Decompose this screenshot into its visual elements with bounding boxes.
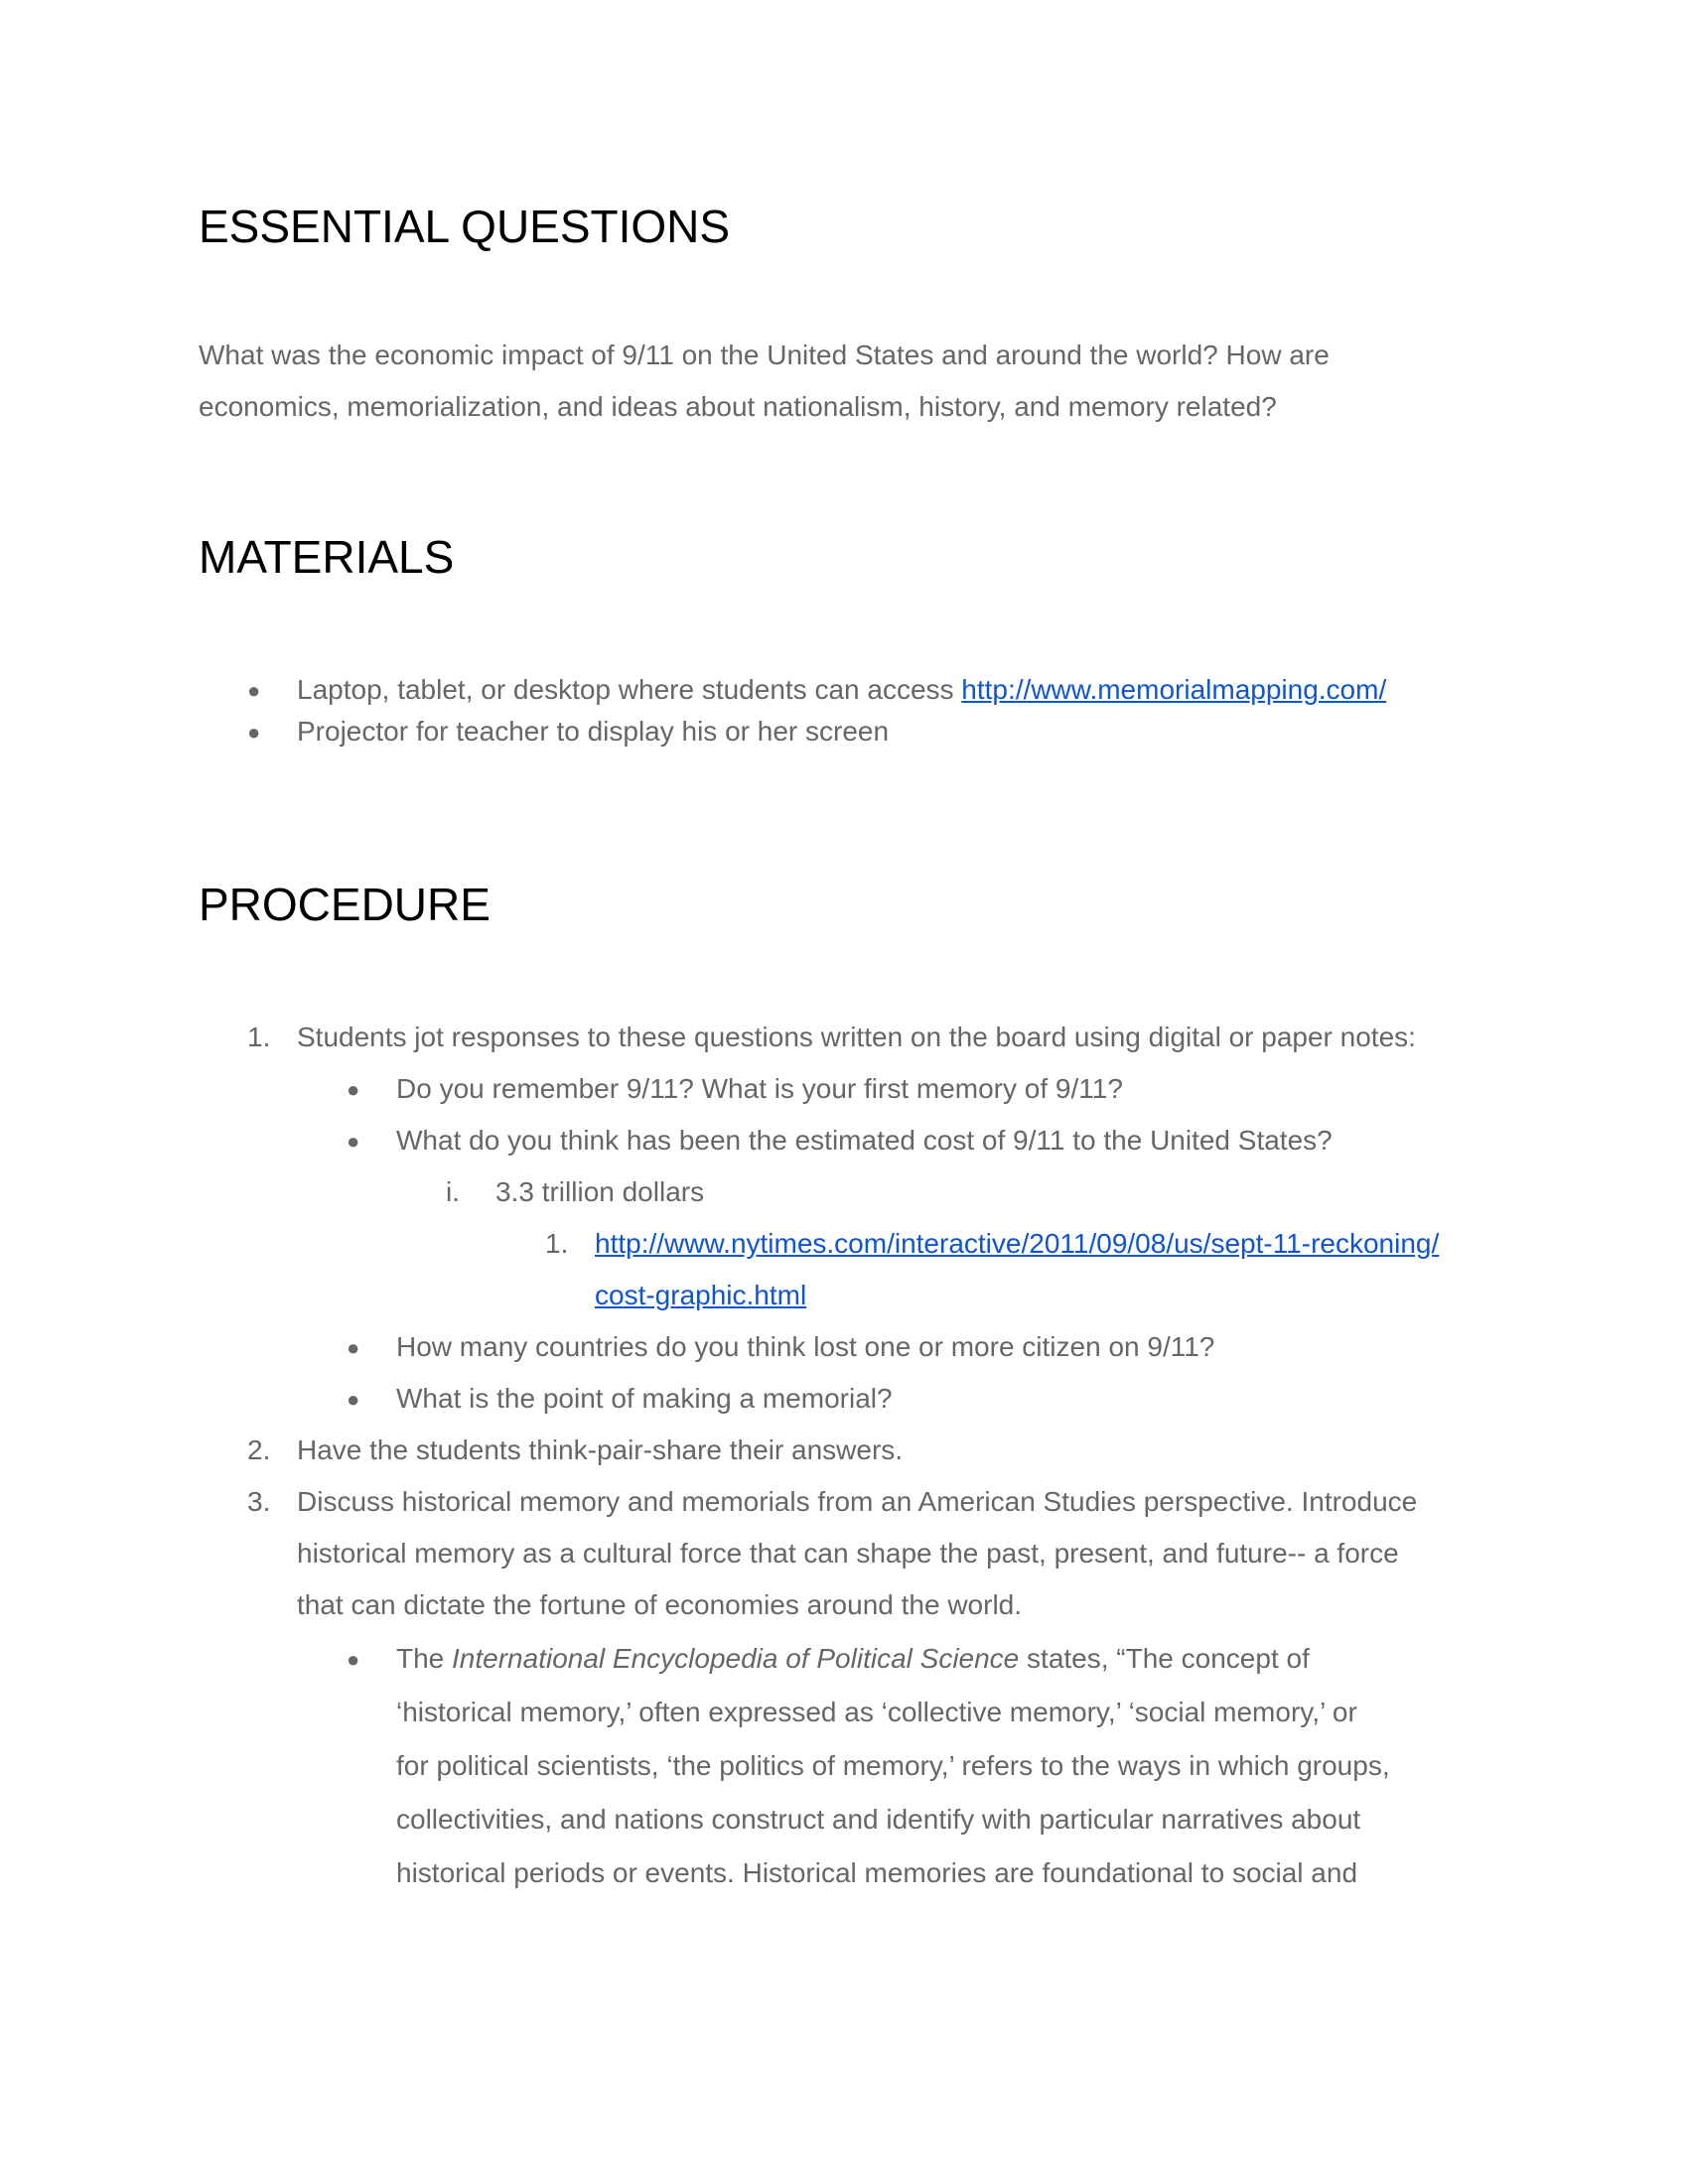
deep-list-marker: 1.: [545, 1228, 569, 1259]
essential-questions-line-2: economics, memorialization, and ideas about nationalism, history, and memory related?: [199, 391, 1277, 422]
quote-prefix: The: [396, 1643, 453, 1674]
step-1-sub-1: Do you remember 9/11? What is your first memory of 9/11?: [396, 1073, 1123, 1104]
cost-value: 3.3 trillion dollars: [495, 1176, 705, 1207]
step-3-line-3: that can dictate the fortune of economies around the world.: [297, 1589, 1023, 1620]
step-3-number: 3.: [247, 1486, 271, 1517]
step-3-line-2: historical memory as a cultural force that can shape the past, present, and future-- a force: [297, 1538, 1399, 1569]
bullet-icon: ●: [247, 720, 261, 745]
materials-heading: MATERIALS: [199, 531, 455, 583]
quote-suffix: states, “The concept of: [1019, 1643, 1310, 1674]
bullet-icon: ●: [347, 1647, 360, 1672]
quote-line-3: for political scientists, ‘the politics of memory,’ refers to the ways in which groups,: [396, 1750, 1390, 1781]
nytimes-link-line-1: [595, 1224, 1439, 1264]
essential-questions-line-1: What was the economic impact of 9/11 on the United States and around the world? How are: [199, 340, 1330, 370]
bullet-icon: ●: [347, 1335, 360, 1360]
bullet-icon: ●: [247, 678, 261, 703]
step-1-sub-3: How many countries do you think lost one or more citizen on 9/11?: [396, 1331, 1215, 1362]
step-1-sub-4: What is the point of making a memorial?: [396, 1383, 893, 1414]
nytimes-link-continued[interactable]: cost-graphic.html: [595, 1280, 807, 1310]
roman-marker: i.: [446, 1176, 460, 1207]
step-1-text: Students jot responses to these questions written on the board using digital or paper notes:: [297, 1022, 1416, 1052]
quote-line-1: [396, 1639, 1310, 1679]
nytimes-link[interactable]: http://www.nytimes.com/interactive/2011/09/08/us/sept-11-reckoning/: [595, 1228, 1440, 1259]
memorialmapping-link[interactable]: http://www.memorialmapping.com/: [961, 674, 1387, 705]
quote-line-4: collectivities, and nations construct and identify with particular narratives about: [396, 1804, 1361, 1835]
step-3-line-1: Discuss historical memory and memorials from an American Studies perspective. Introduce: [297, 1486, 1418, 1517]
quote-line-5: historical periods or events. Historical memories are foundational to social and: [396, 1857, 1358, 1888]
bullet-icon: ●: [347, 1129, 360, 1154]
essential-questions-heading: ESSENTIAL QUESTIONS: [199, 201, 731, 252]
bullet-icon: ●: [347, 1387, 360, 1412]
materials-item-1-text: Laptop, tablet, or desktop where students can access: [297, 674, 962, 705]
encyclopedia-title: International Encyclopedia of Political Science: [452, 1643, 1020, 1674]
step-1-number: 1.: [247, 1022, 271, 1052]
materials-item-1: [297, 670, 1386, 710]
step-2-number: 2.: [247, 1434, 271, 1465]
nytimes-link-line-2: [595, 1276, 806, 1315]
quote-line-2: ‘historical memory,’ often expressed as ‘collective memory,’ ‘social memory,’ or: [396, 1697, 1357, 1727]
step-2-text: Have the students think-pair-share their answers.: [297, 1434, 904, 1465]
materials-item-2: Projector for teacher to display his or her screen: [297, 716, 890, 747]
procedure-heading: PROCEDURE: [199, 879, 491, 930]
bullet-icon: ●: [347, 1077, 360, 1102]
step-1-sub-2: What do you think has been the estimated cost of 9/11 to the United States?: [396, 1125, 1333, 1156]
